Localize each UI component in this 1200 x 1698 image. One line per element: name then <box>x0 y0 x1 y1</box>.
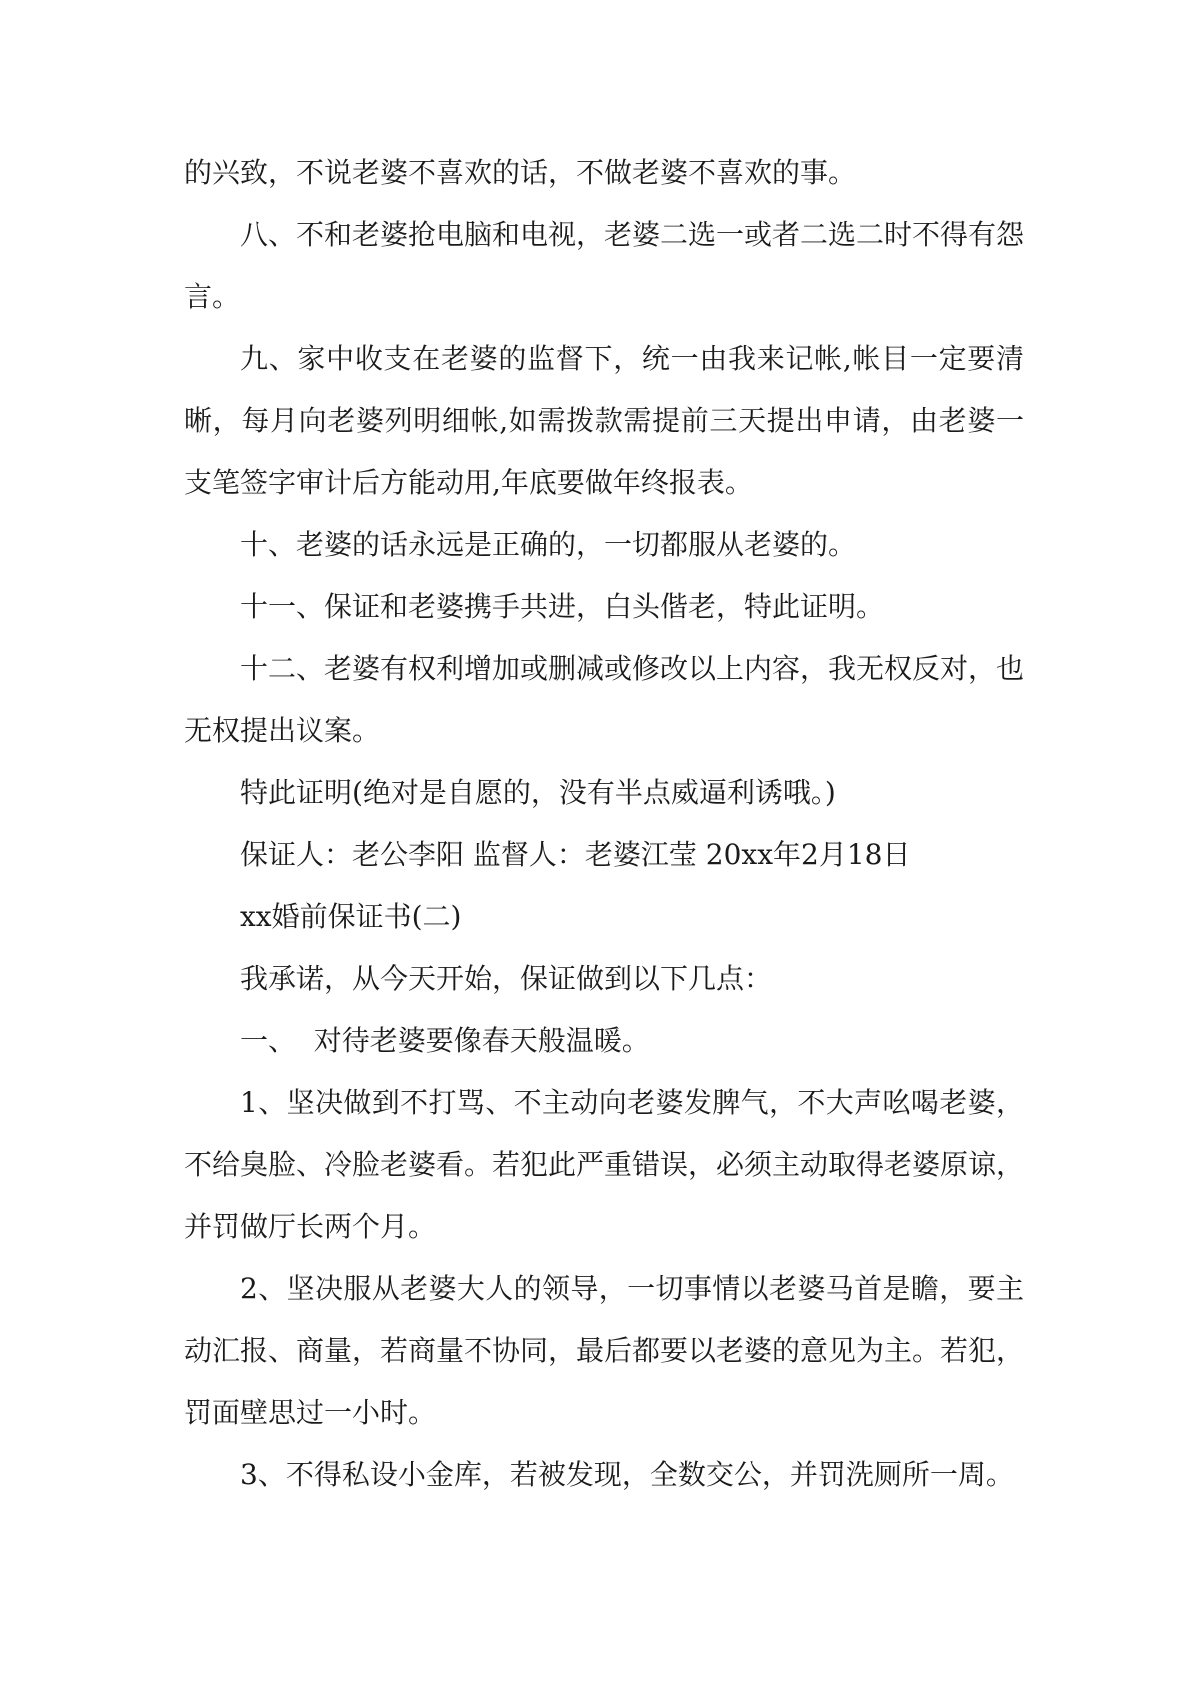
paragraph-item-11: 十一、保证和老婆携手共进，白头偕老，特此证明。 <box>240 590 885 623</box>
paragraph-rule-3: 3、不得私设小金库，若被发现，全数交公，并罚洗厕所一周。 <box>240 1458 1014 1491</box>
paragraph-rule-2: 2、坚决服从老婆大人的领导，一切事情以老婆马首是瞻，要主动汇报、商量，若商量不协同，最后都要以老婆的意见为主。若犯，罚面壁思过一小时。 <box>184 1272 1025 1429</box>
paragraph-item-9: 九、家中收支在老婆的监督下，统一由我来记帐,帐目一定要清晰，每月向老婆列明细帐,如需拨款需提前三天提出申请，由老婆一支笔签字审计后方能动用,年底要做年终报表。 <box>184 342 1024 499</box>
section-title: xx婚前保证书(二) <box>240 900 462 933</box>
document-body <box>184 142 1024 1506</box>
paragraph-item-12: 十二、老婆有权利增加或删减或修改以上内容，我无权反对，也无权提出议案。 <box>184 652 1025 747</box>
paragraph-declaration: 特此证明(绝对是自愿的，没有半点威逼利诱哦。) <box>240 776 836 809</box>
paragraph-signatures: 保证人：老公李阳 监督人：老婆江莹 20xx年2月18日 <box>240 838 911 871</box>
paragraph-section-1: 一、 对待老婆要像春天般温暖。 <box>240 1024 650 1057</box>
paragraph-item-8: 八、不和老婆抢电脑和电视，老婆二选一或者二选二时不得有怨言。 <box>184 218 1025 313</box>
paragraph-promise-intro: 我承诺，从今天开始，保证做到以下几点： <box>240 962 773 995</box>
paragraph-item-10: 十、老婆的话永远是正确的，一切都服从老婆的。 <box>240 528 857 561</box>
paragraph-rule-1: 1、坚决做到不打骂、不主动向老婆发脾气，不大声吆喝老婆，不给臭脸、冷脸老婆看。若犯此严重错误，必须主动取得老婆原谅，并罚做厅长两个月。 <box>184 1086 1025 1243</box>
paragraph-continuation: 的兴致，不说老婆不喜欢的话，不做老婆不喜欢的事。 <box>184 156 857 189</box>
